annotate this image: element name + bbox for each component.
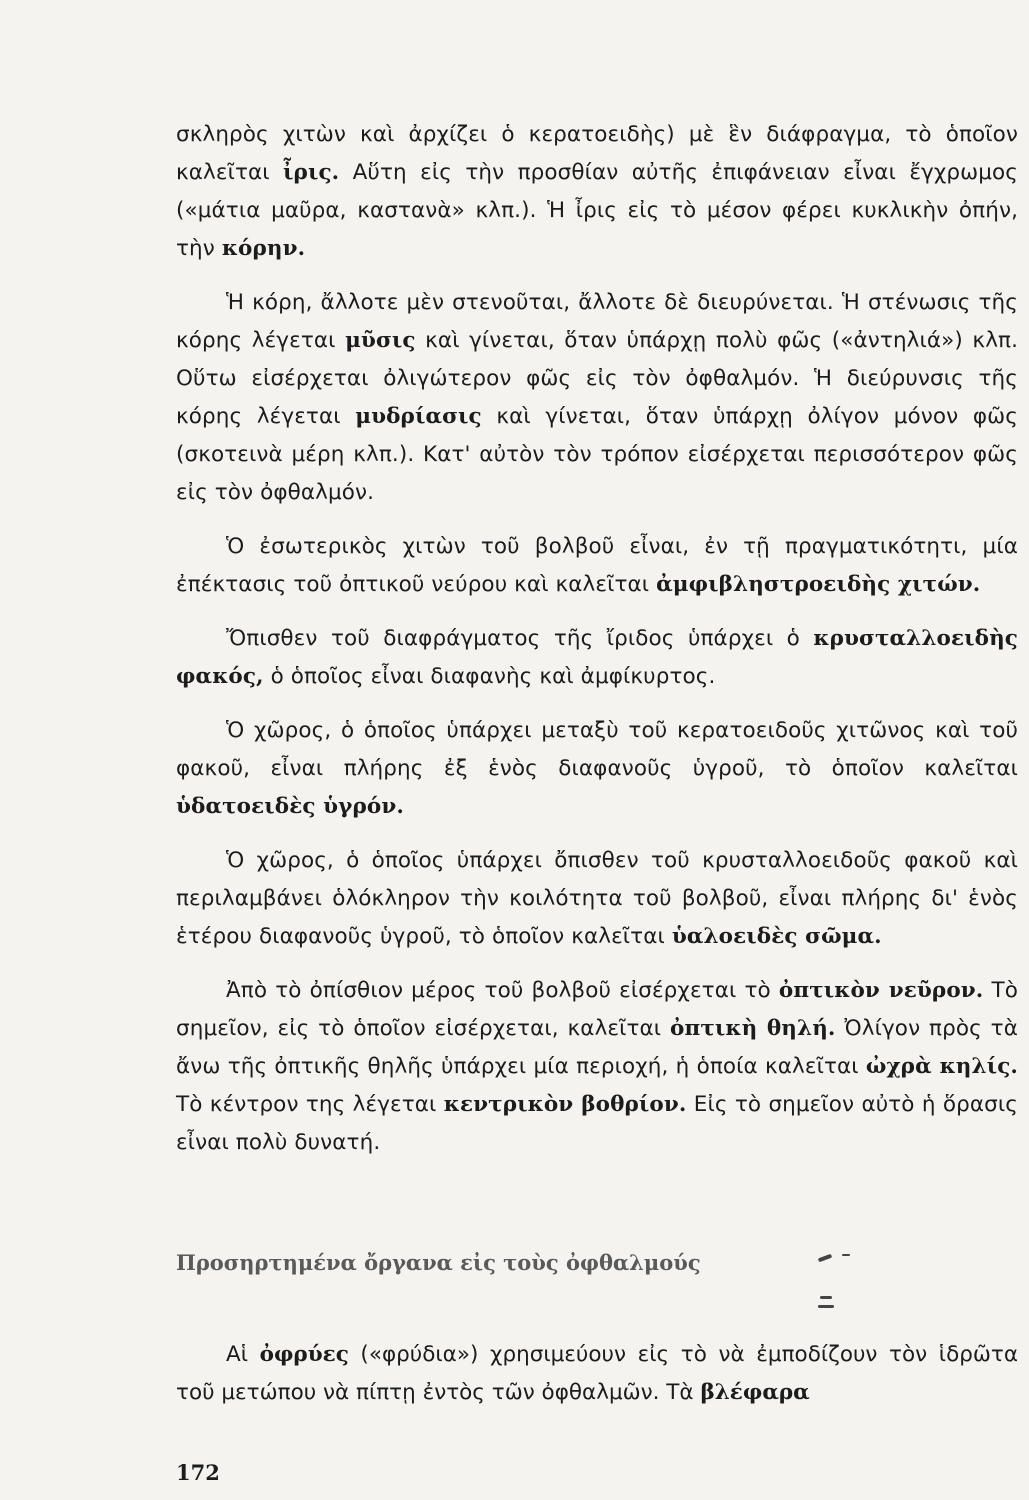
text-run: καὶ γίνεται, ὅταν ὑπάρχῃ πολὺ φῶς («ἀντηλιά») κλπ. Οὕτω εἰσέρχεται ὀλιγώτερον φῶς εἰς τὸν ὀφθαλμόν. Ἡ διεύρυνσις τῆς κόρης λέγεται [176,328,1018,429]
text-run: Εἰς τὸ σημεῖον αὐτὸ ἡ ὅρασις εἶναι πολὺ δυνατή. [176,1092,1018,1155]
bold-term: ἀμφιβληστροειδὴς χιτών. [656,572,981,597]
paragraph-3 [176,528,1018,604]
text-run: Ὁ ἐσωτερικὸς χιτὼν τοῦ βολβοῦ εἶναι, ἐν τῇ πραγματικότητι, μία ἐπέκτασις τοῦ ὀπτικοῦ νεύρου καὶ καλεῖται [176,534,1018,597]
bold-term: ὑαλοειδὲς σῶμα. [671,924,882,949]
bold-term: μῦσις [345,328,416,353]
text-run: Ἡ κόρη, ἄλλοτε μὲν στενοῦται, ἄλλοτε δὲ διευρύνεται. Ἡ στένωσις τῆς κόρης λέγεται [176,290,1018,353]
section-heading: Προσηρτημένα ὄργανα εἰς τοὺς ὀφθαλμούς [176,1250,701,1275]
text-run: Ὁ χῶρος, ὁ ὁποῖος ὑπάρχει μεταξὺ τοῦ κερατοειδοῦς χιτῶνος καὶ τοῦ φακοῦ, εἶναι πλήρης ἐξ ἑνὸς διαφανοῦς ὑγροῦ, τὸ ὁποῖον καλεῖται [176,718,1018,781]
text-run: Τὸ σημεῖον, εἰς τὸ ὁποῖον εἰσέρχεται, καλεῖται [176,978,1018,1041]
bold-term: βλέφαρα [700,1380,810,1405]
page-number: 172 [176,1460,220,1485]
bold-term: ἶρις. [283,160,340,185]
bold-term: κρυσταλλοειδὴς φακός, [176,626,1018,689]
text-run: Ἀπὸ τὸ ὀπίσθιον μέρος τοῦ βολβοῦ εἰσέρχεται τὸ [226,978,779,1003]
bold-term: ὠχρὰ κηλίς. [865,1054,1018,1079]
paragraph-4 [176,620,1018,696]
text-run: Αἱ [226,1342,260,1367]
paragraph-5 [176,712,1018,826]
text-run: Αὕτη εἰς τὴν προσθίαν αὐτῆς ἐπιφάνειαν εἶναι ἔγχρωμος («μάτια μαῦρα, καστανὰ» κλπ.). Ἡ ἶρις εἰς τὸ μέσον φέρει κυκλικὴν ὀπήν, τὴν [176,160,1018,261]
bold-term: ὀφρύες [259,1342,349,1367]
bold-term: ὑδατοειδὲς ὑγρόν. [176,794,404,819]
paragraph-1 [176,116,1018,268]
text-run: Τὸ κέντρον της λέγεται [176,1092,444,1117]
bold-term: κόρην. [221,236,306,261]
print-mark [818,1254,833,1263]
paragraph-6 [176,842,1018,956]
paragraph-2 [176,284,1018,512]
text-run: Ὀλίγον πρὸς τὰ ἄνω τῆς ὀπτικῆς θηλῆς ὑπάρχει μία περιοχή, ἡ ὁποία καλεῖται [176,1016,1018,1079]
text-run: ὁ ὁποῖος εἶναι διαφανὴς καὶ ἀμφίκυρτος. [263,664,716,689]
bold-term: ὀπτικὴ θηλή. [670,1016,836,1041]
text-run: σκληρὸς χιτὼν καὶ ἀρχίζει ὁ κερατοειδὴς) μὲ ἓν διάφραγμα, τὸ ὁποῖον καλεῖται [176,122,1018,185]
paragraph-8 [176,1336,1018,1412]
bold-term: ὀπτικὸν νεῦρον. [778,978,984,1003]
print-mark [820,1296,832,1299]
text-run: («φρύδια») χρησιμεύουν εἰς τὸ νὰ ἐμποδίζουν τὸν ἱδρῶτα τοῦ μετώπου νὰ πίπτῃ ἐντὸς τῶν ὀφθαλμῶν. Τὰ [176,1342,1018,1405]
text-run: Ὁ χῶρος, ὁ ὁποῖος ὑπάρχει ὄπισθεν τοῦ κρυσταλλοειδοῦς φακοῦ καὶ περιλαμβάνει ὁλόκληρον τὴν κοιλότητα τοῦ βολβοῦ, εἶναι πλήρης δι' ἑνὸς ἑτέρου διαφανοῦς ὑγροῦ, τὸ ὁποῖον καλεῖται [176,848,1018,949]
bold-term: κεντρικὸν βοθρίον. [443,1092,687,1117]
print-mark [818,1305,834,1308]
body-text [176,116,1018,1178]
text-run: Ὄπισθεν τοῦ διαφράγματος τῆς ἴριδος ὑπάρχει ὁ [226,626,814,651]
print-mark [842,1254,850,1256]
paragraph-7 [176,972,1018,1162]
text-run: καὶ γίνεται, ὅταν ὑπάρχῃ ὀλίγον μόνον φῶς (σκοτεινὰ μέρη κλπ.). Κατ' αὐτὸν τὸν τρόπον εἰσέρχεται περισσότερον φῶς εἰς τὸν ὀφθαλμόν. [176,404,1018,505]
bold-term: μυδρίασις [355,404,482,429]
